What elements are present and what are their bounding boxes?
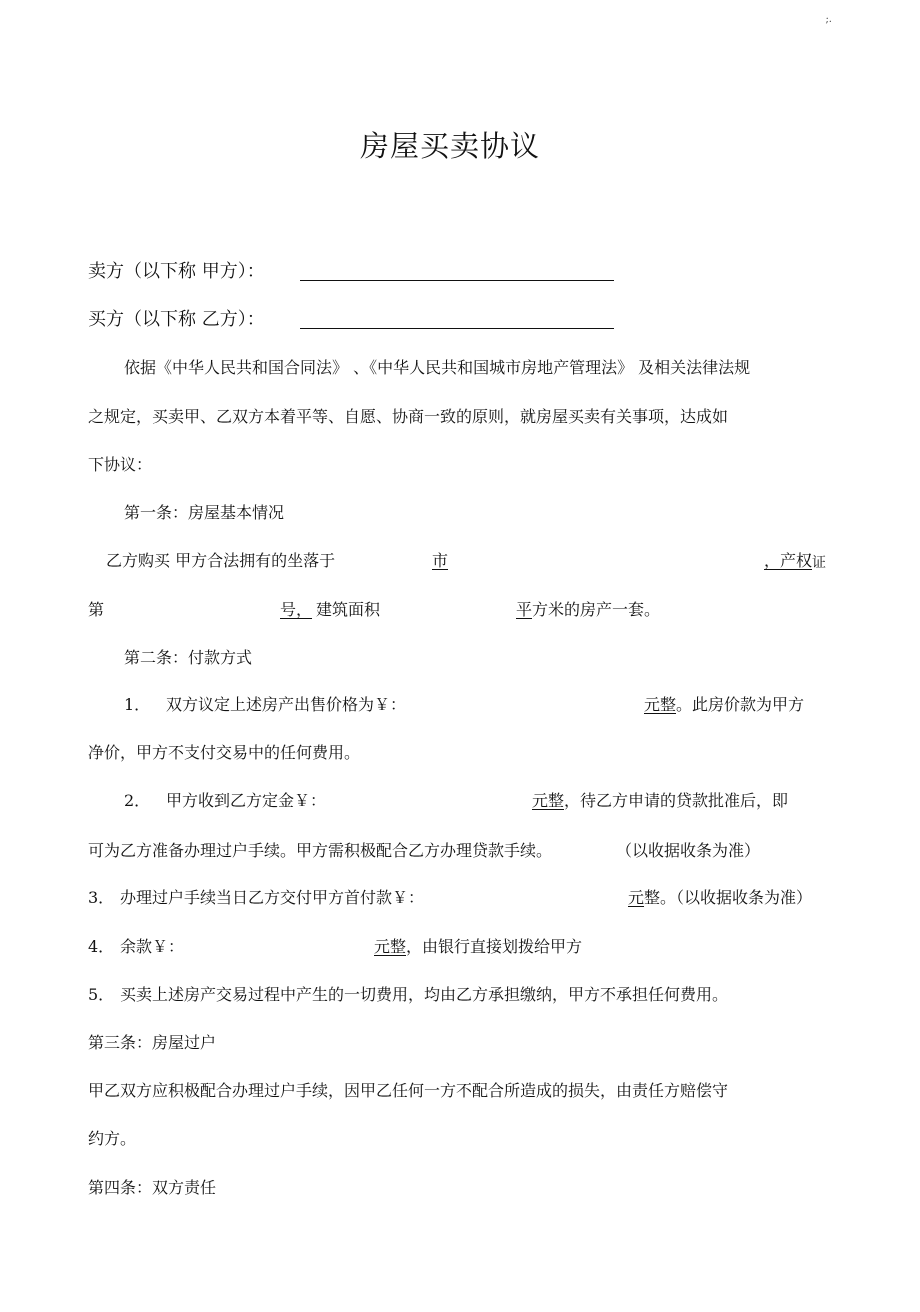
article-2-heading: 第二条：付款方式 [124, 648, 253, 667]
item-4-text: 余款￥： [120, 937, 185, 956]
item-2-num: 2． [124, 791, 151, 810]
preamble-line-1: 依据《中华人民共和国合同法》 、《中华人民共和国城市房地产管理法》 及相关法律法规 [124, 358, 751, 377]
item-2-tail: ，待乙方申请的贷款批准后，即 [564, 791, 789, 810]
item-1-num: 1． [124, 695, 151, 714]
article-1-cert-comma: ， [764, 551, 781, 570]
item-4-tail: ，由银行直接划拨给甲方 [406, 937, 583, 956]
article-1-cert-tail: 证 [812, 555, 826, 571]
article-1-no: 第 [88, 600, 105, 619]
article-1-heading: 第一条：房屋基本情况 [124, 503, 285, 522]
article-1-area: 建筑面积 [316, 600, 381, 619]
article-3-line-2: 约方。 [88, 1129, 137, 1148]
article-1-cert: 产权 [780, 551, 813, 570]
preamble-line-2: 之规定，买卖甲、乙双方本着平等、自愿、协商一致的原则，就房屋买卖有关事项，达成如 [88, 407, 729, 426]
buyer-label: 买方（以下称 乙方）： [88, 309, 265, 330]
corner-mark: ;. [825, 14, 832, 25]
article-3-heading: 第三条：房屋过户 [88, 1033, 217, 1052]
item-1-text: 双方议定上述房产出售价格为￥： [166, 695, 407, 714]
item-4-yuan: 元整 [374, 937, 407, 956]
document-title: 房屋买卖协议 [359, 129, 540, 163]
item-2-note: （以收据收条为准） [616, 841, 761, 860]
item-1-tail: 。此房价款为甲方 [676, 695, 805, 714]
item-5-num: 5． [88, 985, 115, 1004]
item-2-text: 甲方收到乙方定金￥： [166, 791, 327, 810]
preamble-line-3: 下协议： [88, 455, 153, 474]
article-1-text: 乙方购买 甲方合法拥有的坐落于 [106, 551, 336, 570]
article-1-ping: 平 [516, 600, 533, 619]
buyer-blank [300, 328, 614, 329]
item-3-text: 办理过户手续当日乙方交付甲方首付款￥： [120, 888, 425, 907]
article-4-heading: 第四条：双方责任 [88, 1178, 217, 1197]
seller-blank [300, 280, 614, 281]
item-1-yuan: 元整 [644, 695, 677, 714]
item-5-text: 买卖上述房产交易过程中产生的一切费用，均由乙方承担缴纳，甲方不承担任何费用。 [120, 985, 729, 1004]
item-4-num: 4． [88, 937, 115, 956]
item-2-line-2: 可为乙方准备办理过户手续。甲方需积极配合乙方办理贷款手续。 [88, 841, 553, 860]
item-3-num: 3． [88, 888, 115, 907]
item-3-tail: 整。（以收据收条为准） [644, 888, 813, 907]
article-1-city: 市 [432, 551, 449, 570]
seller-label: 卖方（以下称 甲方）： [88, 261, 265, 282]
article-1-tail: 方米的房产一套。 [532, 600, 661, 619]
article-1-hao: 号， [280, 600, 313, 619]
item-1-line-2: 净价，甲方不支付交易中的任何费用。 [88, 743, 361, 762]
article-3-line-1: 甲乙双方应积极配合办理过户手续，因甲乙任何一方不配合所造成的损失，由责任方赔偿守 [88, 1081, 729, 1100]
item-2-yuan: 元整 [532, 791, 565, 810]
item-3-yuan: 元 [628, 888, 645, 907]
